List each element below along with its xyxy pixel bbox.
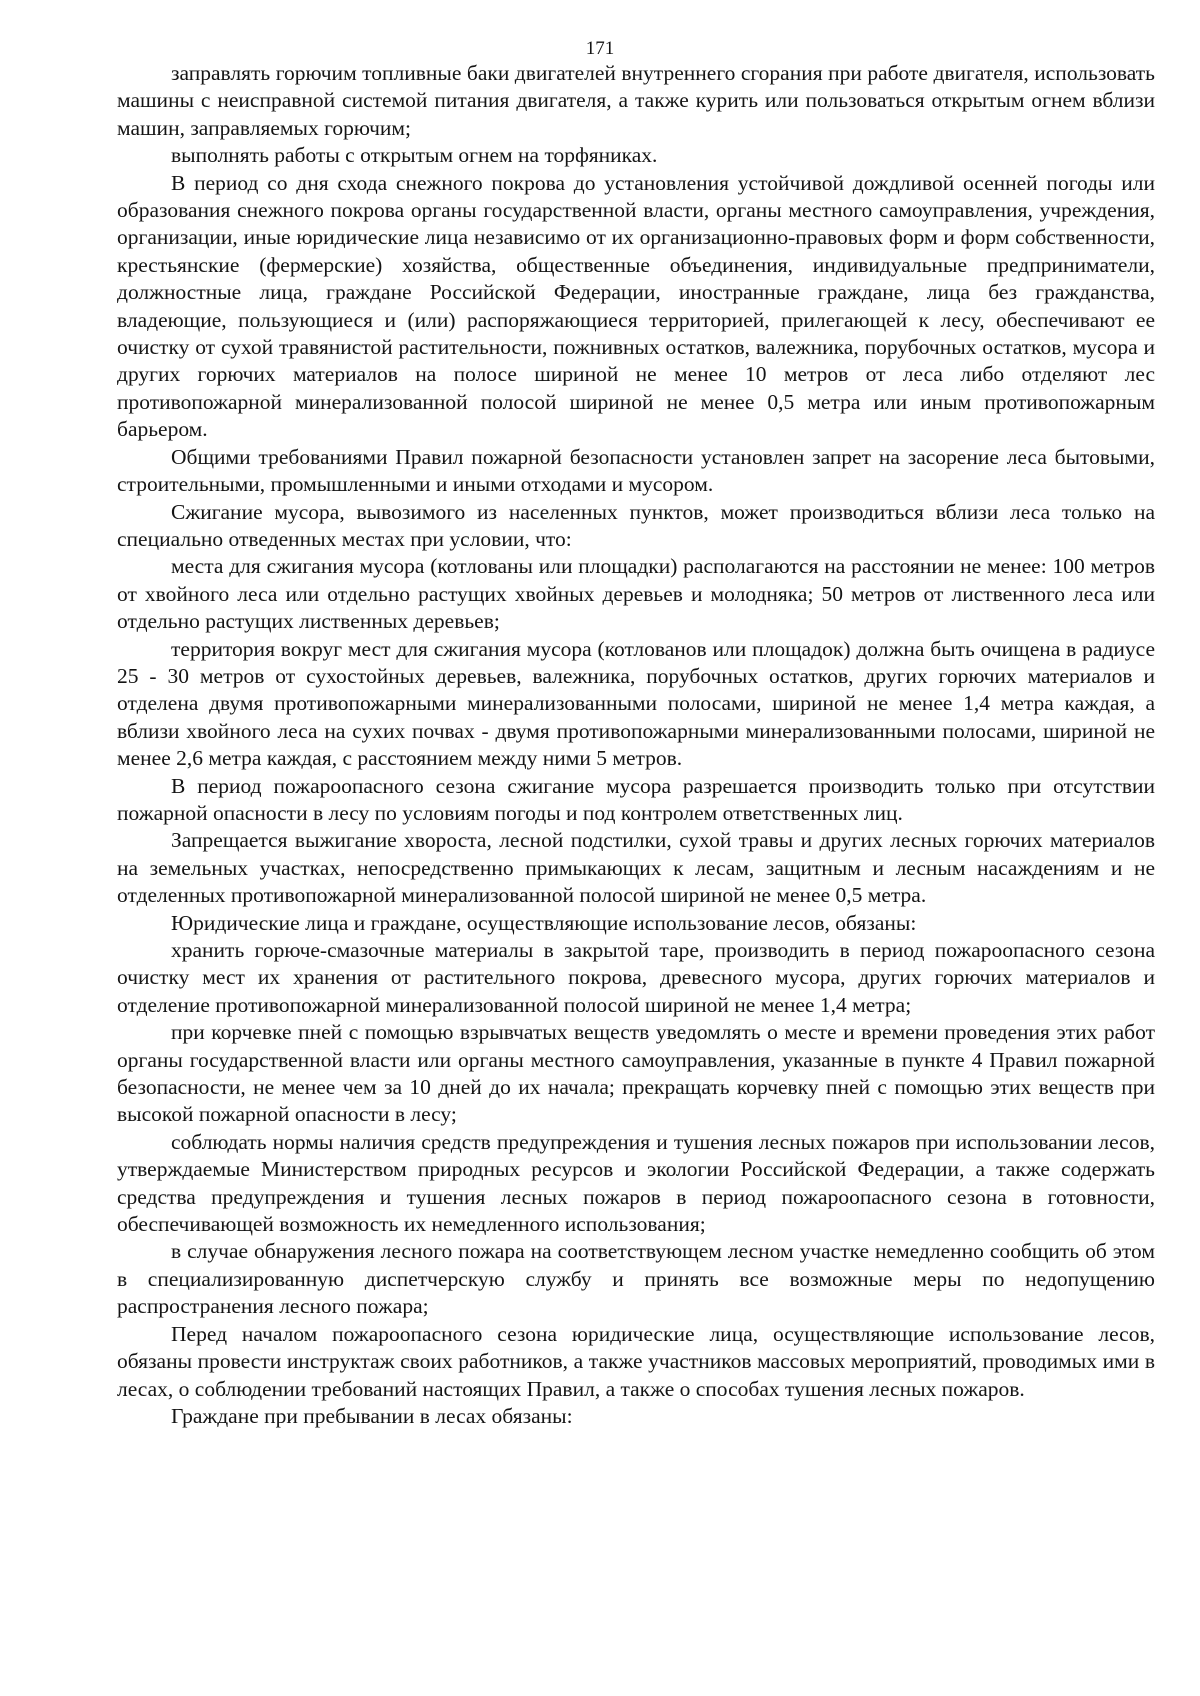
- paragraph: хранить горюче-смазочные материалы в закрытой таре, производить в период пожароопасного сезона очистку мест их хранения от растительного покрова, древесного мусора, других горючих материалов и отделение противопожарной минерализованной полосой шириной не менее 1,4 метра;: [117, 938, 1155, 1017]
- paragraph: Перед началом пожароопасного сезона юридические лица, осуществляющие использование лесов, обязаны провести инструктаж своих работников, а также участников массовых мероприятий, проводимых ими в лесах, о соблюдении требований настоящих Правил, а также о способах тушения лесных пожаров.: [117, 1321, 1155, 1401]
- paragraph: Юридические лица и граждане, осуществляющие использование лесов, обязаны:: [171, 910, 917, 935]
- paragraph: территория вокруг мест для сжигания мусора (котлованов или площадок) должна быть очищена в радиусе 25 - 30 метров от сухостойных деревьев, валежника, порубочных остатков, других горючих материалов и отделена двумя противопожарными минерализованными полосами, шириной не менее 1,4 метра каждая, а вблизи хвойного леса на сухих почвах - двумя противопожарными минерализованными полосами, шириной не менее 2,6 метра каждая, с расстоянием между ними 5 метров.: [117, 636, 1155, 771]
- paragraph: Сжигание мусора, вывозимого из населенных пунктов, может производиться вблизи леса только на специально отведенных местах при условии, что:: [117, 499, 1155, 551]
- paragraph: Граждане при пребывании в лесах обязаны:: [171, 1403, 573, 1428]
- paragraph: выполнять работы с открытым огнем на торфяниках.: [171, 143, 658, 168]
- paragraph: при корчевке пней с помощью взрывчатых веществ уведомлять о месте и времени проведения этих работ органы государственной власти или органы местного самоуправления, указанные в пункте 4 Правил пожарной безопасности, не менее чем за 10 дней до их начала; прекращать корчевку пней с помощью этих веществ при высокой пожарной опасности в лесу;: [117, 1020, 1155, 1127]
- paragraph: В период со дня схода снежного покрова до установления устойчивой дождливой осенней погоды или образования снежного покрова органы государственной власти, органы местного самоуправления, учреждения, организации, иные юридические лица независимо от их организационно-правовых форм и форм собственности, крестьянские (фермерские) хозяйства, общественные объединения, индивидуальные предприниматели, должностные лица, граждане Российской Федерации, иностранные граждане, лица без гражданства, владеющие, пользующиеся и (или) распоряжающиеся территорией, прилегающей к лесу, обеспечивают ее очистку от сухой травянистой растительности, пожнивных остатков, валежника, порубочных остатков, мусора и других горючих материалов на полосе шириной не менее 10 метров от леса либо отделяют лес противопожарной минерализованной полосой шириной не менее 0,5 метра или иным противопожарным барьером.: [117, 170, 1155, 442]
- paragraph: Общими требованиями Правил пожарной безопасности установлен запрет на засорение леса бытовыми, строительными, промышленными и иными отходами и мусором.: [117, 444, 1155, 497]
- paragraph: в случае обнаружения лесного пожара на соответствующем лесном участке немедленно сообщить об этом в специализированную диспетчерскую службу и принять все возможные меры по недопущению распространения лесного пожара;: [117, 1239, 1155, 1319]
- paragraph: соблюдать нормы наличия средств предупреждения и тушения лесных пожаров при использовании лесов, утверждаемые Министерством природных ресурсов и экологии Российской Федерации, а также содержать средства предупреждения и тушения лесных пожаров в период пожароопасного сезона в готовности, обеспечивающей возможность их немедленного использования;: [117, 1129, 1155, 1237]
- document-body: [117, 60, 1155, 1430]
- paragraph: Запрещается выжигание хвороста, лесной подстилки, сухой травы и других лесных горючих материалов на земельных участках, непосредственно примыкающих к лесам, защитным и лесным насаждениям и не отделенных противопожарной минерализованной полосой шириной не менее 0,5 метра.: [117, 828, 1155, 908]
- page-number: 171: [585, 38, 615, 59]
- paragraph: заправлять горючим топливные баки двигателей внутреннего сгорания при работе двигателя, использовать машины с неисправной системой питания двигателя, а также курить или пользоваться открытым огнем вблизи машин, заправляемых горючим;: [117, 61, 1155, 140]
- paragraph: В период пожароопасного сезона сжигание мусора разрешается производить только при отсутствии пожарной опасности в лесу по условиям погоды и под контролем ответственных лиц.: [117, 773, 1155, 825]
- paragraph: места для сжигания мусора (котлованы или площадки) располагаются на расстоянии не менее: 100 метров от хвойного леса или отдельно растущих хвойных деревьев и молодняка; 50 метров от лиственного леса или отдельно растущих лиственных деревьев;: [117, 554, 1155, 634]
